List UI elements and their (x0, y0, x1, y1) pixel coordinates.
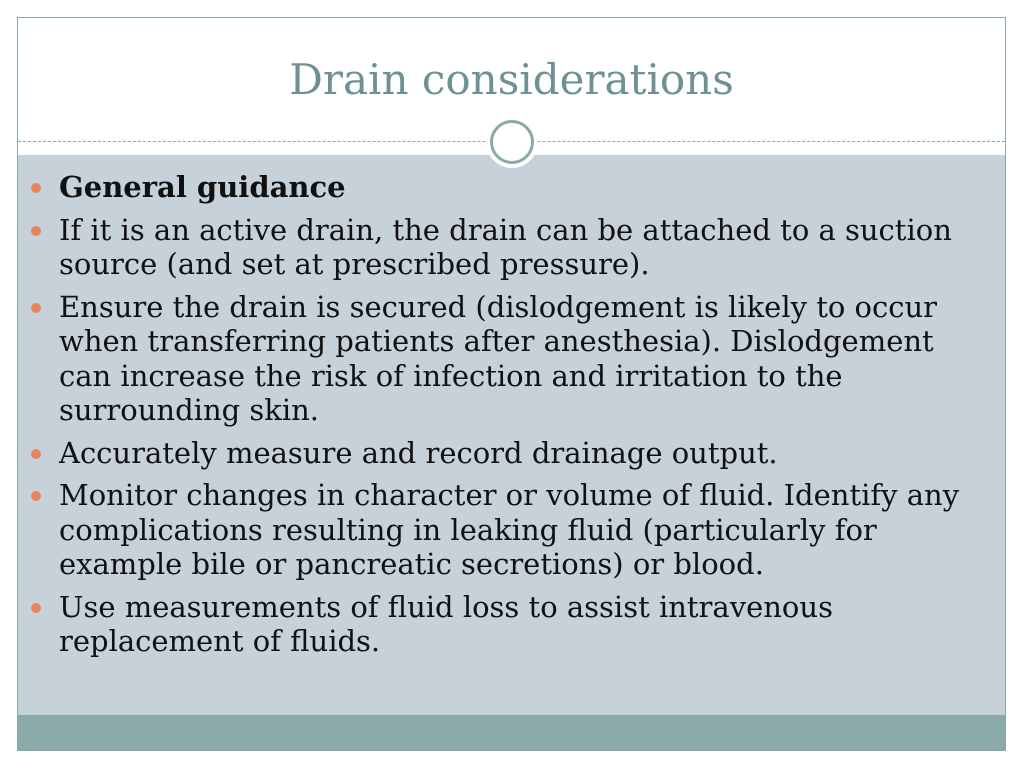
bullet-item (31, 436, 961, 471)
bullet-text: Ensure the drain is secured (dislodgement is likely to occur when transferring patients after anesthesia). Dislodgement can increase the risk of infection and irritation to the surrounding skin. (59, 289, 938, 427)
bullet-item (31, 590, 961, 659)
bullet-dot-icon (31, 226, 41, 236)
bullet-text: Accurately measure and record drainage output. (59, 435, 778, 470)
content-area (18, 155, 1005, 715)
bottom-band (18, 715, 1005, 750)
bullet-item (31, 290, 961, 428)
bullet-list (31, 170, 961, 667)
bullet-dot-icon (31, 449, 41, 459)
bullet-text: If it is an active drain, the drain can be attached to a suction source (and set at prescribed pressure). (59, 212, 952, 281)
circle-ornament-icon (490, 120, 534, 164)
bullet-item (31, 213, 961, 282)
bullet-item (31, 170, 961, 205)
bullet-text: General guidance (59, 170, 346, 204)
slide-frame (17, 17, 1006, 751)
bullet-item (31, 478, 961, 582)
bullet-dot-icon (31, 183, 41, 193)
bullet-dot-icon (31, 303, 41, 313)
bullet-dot-icon (31, 603, 41, 613)
slide-title: Drain considerations (289, 55, 734, 104)
bullet-text: Use measurements of fluid loss to assist intravenous replacement of fluids. (59, 589, 833, 658)
bullet-dot-icon (31, 491, 41, 501)
bullet-text: Monitor changes in character or volume of fluid. Identify any complications resulting in leaking fluid (particularly for example bile or pancreatic secretions) or blood. (59, 478, 960, 581)
